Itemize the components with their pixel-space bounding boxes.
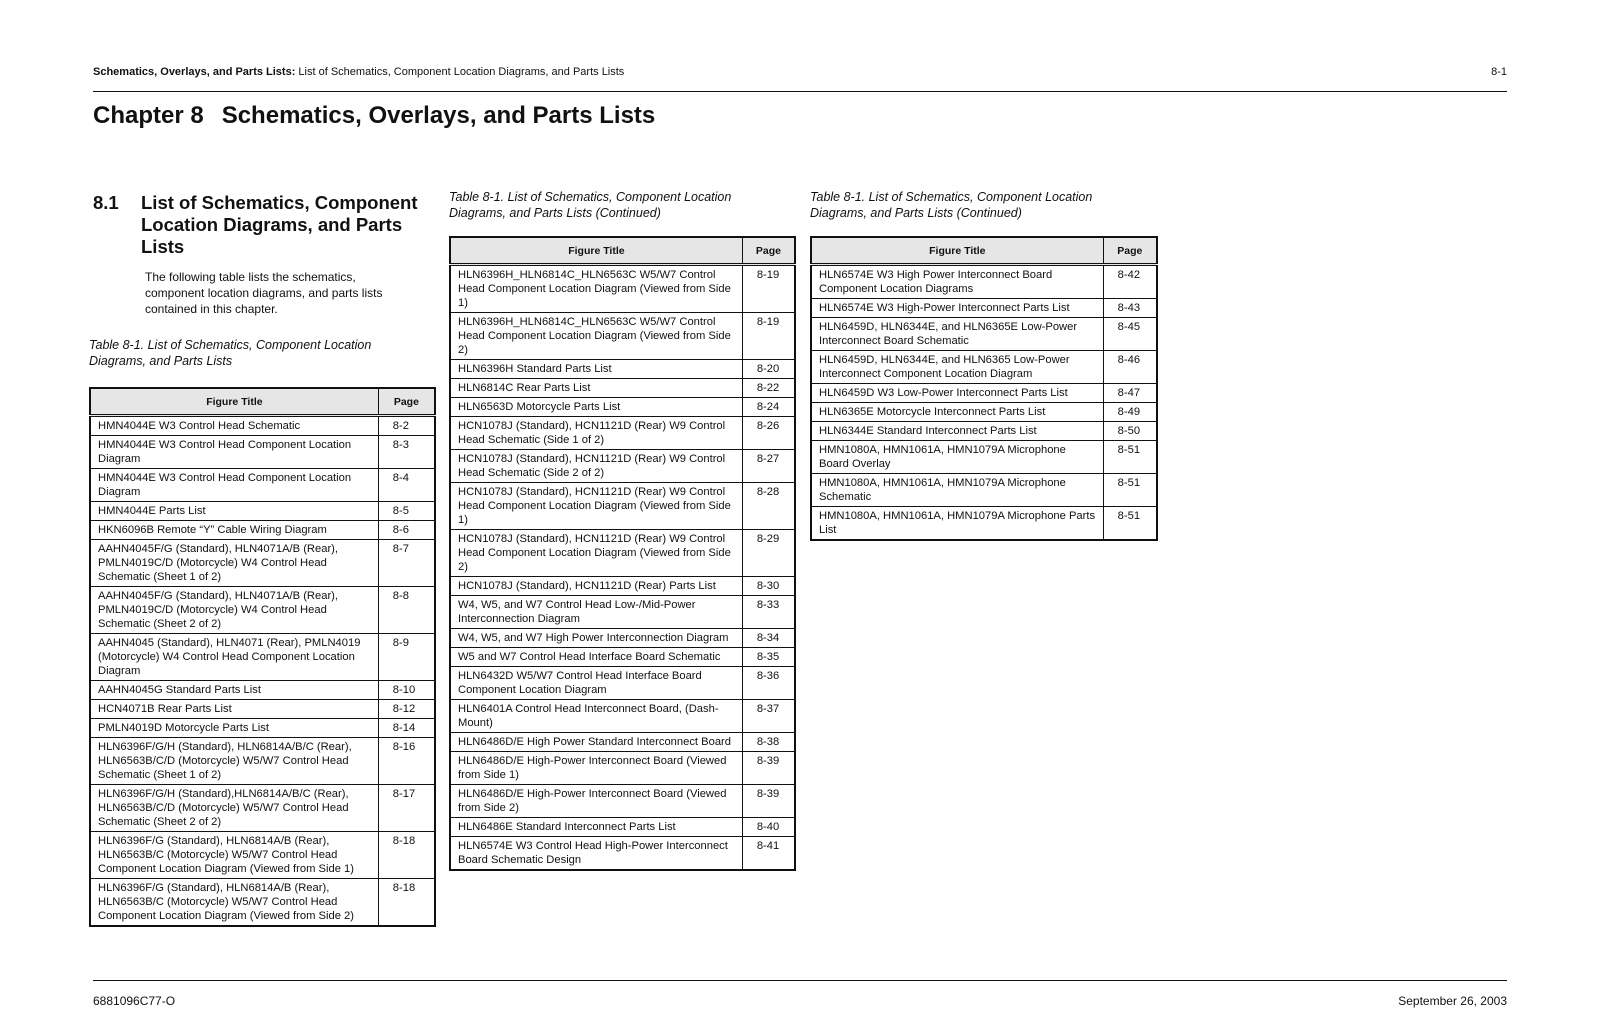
table-row: [90, 436, 435, 469]
column-header-page: Page: [1103, 237, 1157, 265]
table-row: [90, 502, 435, 521]
parts-table-1: [89, 387, 436, 927]
table-row: [450, 818, 795, 837]
running-header: [93, 66, 1507, 78]
figure-title-cell: HLN6365E Motorcycle Interconnect Parts List: [811, 403, 1103, 422]
table-row: [90, 540, 435, 587]
table-caption-3: Table 8-1. List of Schematics, Component Location Diagrams, and Parts Lists (Continued): [810, 190, 1093, 220]
figure-title-cell: W5 and W7 Control Head Interface Board Schematic: [450, 648, 742, 667]
table-row: [450, 450, 795, 483]
figure-title-cell: HMN4044E W3 Control Head Component Location Diagram: [90, 469, 378, 502]
page-cell: 8-39: [742, 785, 795, 818]
header-subsection: List of Schematics, Component Location Diagrams, and Parts Lists: [295, 66, 625, 78]
page-cell: 8-49: [1103, 403, 1157, 422]
page-cell: 8-12: [378, 700, 435, 719]
table-row: [811, 384, 1157, 403]
figure-title-cell: HLN6459D, HLN6344E, and HLN6365 Low-Power Interconnect Component Location Diagram: [811, 351, 1103, 384]
page-cell: 8-4: [378, 469, 435, 502]
table-row: [450, 700, 795, 733]
page-cell: 8-28: [742, 483, 795, 530]
table-row: [450, 577, 795, 596]
page-cell: 8-39: [742, 752, 795, 785]
page-cell: 8-35: [742, 648, 795, 667]
page-cell: 8-5: [378, 502, 435, 521]
table-row: [450, 417, 795, 450]
figure-title-cell: HLN6401A Control Head Interconnect Board, (Dash-Mount): [450, 700, 742, 733]
figure-title-cell: HLN6459D, HLN6344E, and HLN6365E Low-Power Interconnect Board Schematic: [811, 318, 1103, 351]
table-row: [90, 634, 435, 681]
page-cell: 8-27: [742, 450, 795, 483]
table-row: [811, 351, 1157, 384]
figure-title-cell: HCN1078J (Standard), HCN1121D (Rear) W9 Control Head Component Location Diagram (Viewed from Side 1): [450, 483, 742, 530]
page-cell: 8-24: [742, 398, 795, 417]
footer-date: September 26, 2003: [1398, 994, 1507, 1008]
figure-title-cell: HLN6486E Standard Interconnect Parts List: [450, 818, 742, 837]
page-cell: 8-51: [1103, 474, 1157, 507]
chapter-label: Chapter 8: [93, 102, 204, 129]
figure-title-cell: HMN1080A, HMN1061A, HMN1079A Microphone Board Overlay: [811, 441, 1103, 474]
figure-title-cell: HCN1078J (Standard), HCN1121D (Rear) W9 Control Head Schematic (Side 1 of 2): [450, 417, 742, 450]
figure-title-cell: HMN4044E W3 Control Head Component Location Diagram: [90, 436, 378, 469]
page-cell: 8-26: [742, 417, 795, 450]
figure-title-cell: HCN4071B Rear Parts List: [90, 700, 378, 719]
page-cell: 8-19: [742, 265, 795, 313]
page-cell: 8-29: [742, 530, 795, 577]
table-row: [450, 648, 795, 667]
figure-title-cell: HLN6459D W3 Low-Power Interconnect Parts List: [811, 384, 1103, 403]
figure-title-cell: HLN6396F/G (Standard), HLN6814A/B (Rear), HLN6563B/C (Motorcycle) W5/W7 Control Head Component Location Diagram (Viewed from Side 2): [90, 879, 378, 927]
column-header-figure-title: Figure Title: [811, 237, 1103, 265]
page-cell: 8-51: [1103, 441, 1157, 474]
table-caption-1: Table 8-1. List of Schematics, Component Location Diagrams, and Parts Lists: [89, 338, 372, 368]
page-cell: 8-8: [378, 587, 435, 634]
table-row: [90, 700, 435, 719]
table-row: [90, 832, 435, 879]
table-row: [450, 667, 795, 700]
page-cell: 8-37: [742, 700, 795, 733]
table-row: [811, 265, 1157, 299]
table-row: [90, 738, 435, 785]
table-row: [450, 596, 795, 629]
page-cell: 8-38: [742, 733, 795, 752]
header-section: Schematics, Overlays, and Parts Lists:: [93, 66, 296, 78]
page-cell: 8-45: [1103, 318, 1157, 351]
table-row: [811, 441, 1157, 474]
table-row: [450, 837, 795, 871]
table-row: [450, 629, 795, 648]
figure-title-cell: HCN1078J (Standard), HCN1121D (Rear) Parts List: [450, 577, 742, 596]
page-cell: 8-33: [742, 596, 795, 629]
figure-title-cell: HMN4044E Parts List: [90, 502, 378, 521]
figure-title-cell: HLN6563D Motorcycle Parts List: [450, 398, 742, 417]
figure-title-cell: W4, W5, and W7 High Power Interconnection Diagram: [450, 629, 742, 648]
header-page-number: 8-1: [1491, 66, 1507, 78]
figure-title-cell: HLN6396H_HLN6814C_HLN6563C W5/W7 Control Head Component Location Diagram (Viewed from Side 1): [450, 265, 742, 313]
page-cell: 8-6: [378, 521, 435, 540]
figure-title-cell: HLN6574E W3 High-Power Interconnect Parts List: [811, 299, 1103, 318]
page-cell: 8-18: [378, 879, 435, 927]
table-row: [90, 469, 435, 502]
figure-title-cell: HLN6574E W3 High Power Interconnect Board Component Location Diagrams: [811, 265, 1103, 299]
page-cell: 8-22: [742, 379, 795, 398]
figure-title-cell: HLN6396H Standard Parts List: [450, 360, 742, 379]
header-rule: [93, 91, 1507, 92]
page-cell: 8-50: [1103, 422, 1157, 441]
footer-rule: [93, 980, 1507, 981]
table-row: [450, 752, 795, 785]
table-row: [811, 403, 1157, 422]
figure-title-cell: HLN6486D/E High-Power Interconnect Board (Viewed from Side 2): [450, 785, 742, 818]
table-row: [450, 379, 795, 398]
figure-title-cell: HKN6096B Remote “Y” Cable Wiring Diagram: [90, 521, 378, 540]
figure-title-cell: HLN6486D/E High-Power Interconnect Board (Viewed from Side 1): [450, 752, 742, 785]
table-row: [811, 422, 1157, 441]
figure-title-cell: AAHN4045F/G (Standard), HLN4071A/B (Rear), PMLN4019C/D (Motorcycle) W4 Control Head Schematic (Sheet 2 of 2): [90, 587, 378, 634]
figure-title-cell: PMLN4019D Motorcycle Parts List: [90, 719, 378, 738]
page-cell: 8-34: [742, 629, 795, 648]
table-row: [450, 360, 795, 379]
figure-title-cell: HMN1080A, HMN1061A, HMN1079A Microphone Schematic: [811, 474, 1103, 507]
table-row: [811, 318, 1157, 351]
table-row: [90, 879, 435, 927]
table-row: [90, 719, 435, 738]
section-heading: [93, 192, 428, 258]
figure-title-cell: HCN1078J (Standard), HCN1121D (Rear) W9 Control Head Schematic (Side 2 of 2): [450, 450, 742, 483]
page-cell: 8-17: [378, 785, 435, 832]
figure-title-cell: HLN6432D W5/W7 Control Head Interface Board Component Location Diagram: [450, 667, 742, 700]
table-caption-2: Table 8-1. List of Schematics, Component Location Diagrams, and Parts Lists (Continued): [449, 190, 732, 220]
column-header-page: Page: [378, 388, 435, 416]
table-row: [450, 313, 795, 360]
chapter-name: Schematics, Overlays, and Parts Lists: [221, 102, 656, 129]
figure-title-cell: HLN6396F/G (Standard), HLN6814A/B (Rear), HLN6563B/C (Motorcycle) W5/W7 Control Head Component Location Diagram (Viewed from Side 1): [90, 832, 378, 879]
table-row: [450, 733, 795, 752]
page-cell: 8-30: [742, 577, 795, 596]
figure-title-cell: HLN6814C Rear Parts List: [450, 379, 742, 398]
figure-title-cell: HLN6396H_HLN6814C_HLN6563C W5/W7 Control Head Component Location Diagram (Viewed from Side 2): [450, 313, 742, 360]
page-cell: 8-47: [1103, 384, 1157, 403]
footer-doc-number: 6881096C77-O: [93, 994, 176, 1008]
figure-title-cell: HLN6344E Standard Interconnect Parts List: [811, 422, 1103, 441]
page-cell: 8-2: [378, 416, 435, 436]
figure-title-cell: HLN6486D/E High Power Standard Interconnect Board: [450, 733, 742, 752]
page-cell: 8-46: [1103, 351, 1157, 384]
figure-title-cell: HCN1078J (Standard), HCN1121D (Rear) W9 Control Head Component Location Diagram (Viewed from Side 2): [450, 530, 742, 577]
page-cell: 8-42: [1103, 265, 1157, 299]
figure-title-cell: HLN6396F/G/H (Standard), HLN6814A/B/C (Rear), HLN6563B/C/D (Motorcycle) W5/W7 Control Head Schematic (Sheet 1 of 2): [90, 738, 378, 785]
page-cell: 8-41: [742, 837, 795, 871]
table-row: [450, 530, 795, 577]
table-row: [811, 299, 1157, 318]
table-row: [811, 474, 1157, 507]
column-header-figure-title: Figure Title: [450, 237, 742, 265]
page-cell: 8-9: [378, 634, 435, 681]
parts-table-3: [810, 236, 1158, 541]
page-cell: 8-51: [1103, 507, 1157, 541]
table-row: [90, 416, 435, 436]
page-cell: 8-40: [742, 818, 795, 837]
section-number: 8.1: [93, 192, 119, 213]
page-cell: 8-7: [378, 540, 435, 587]
page-cell: 8-16: [378, 738, 435, 785]
page-cell: 8-20: [742, 360, 795, 379]
figure-title-cell: HMN1080A, HMN1061A, HMN1079A Microphone Parts List: [811, 507, 1103, 541]
parts-table-2: [449, 236, 796, 871]
section-intro: The following table lists the schematics, component location diagrams, and parts lists contained in this chapter.: [145, 270, 383, 316]
table-row: [450, 483, 795, 530]
figure-title-cell: AAHN4045 (Standard), HLN4071 (Rear), PMLN4019 (Motorcycle) W4 Control Head Component Location Diagram: [90, 634, 378, 681]
page-cell: 8-18: [378, 832, 435, 879]
table-row: [90, 587, 435, 634]
page-cell: 8-10: [378, 681, 435, 700]
figure-title-cell: HLN6574E W3 Control Head High-Power Interconnect Board Schematic Design: [450, 837, 742, 871]
figure-title-cell: HMN4044E W3 Control Head Schematic: [90, 416, 378, 436]
table-row: [450, 398, 795, 417]
page-cell: 8-43: [1103, 299, 1157, 318]
page-cell: 8-3: [378, 436, 435, 469]
column-header-page: Page: [742, 237, 795, 265]
page-cell: 8-36: [742, 667, 795, 700]
figure-title-cell: HLN6396F/G/H (Standard),HLN6814A/B/C (Rear), HLN6563B/C/D (Motorcycle) W5/W7 Control Head Schematic (Sheet 2 of 2): [90, 785, 378, 832]
chapter-title: [93, 102, 993, 130]
column-header-figure-title: Figure Title: [90, 388, 378, 416]
page-cell: 8-14: [378, 719, 435, 738]
table-row: [90, 681, 435, 700]
table-row: [450, 785, 795, 818]
table-row: [90, 785, 435, 832]
figure-title-cell: AAHN4045G Standard Parts List: [90, 681, 378, 700]
table-row: [90, 521, 435, 540]
figure-title-cell: W4, W5, and W7 Control Head Low-/Mid-Power Interconnection Diagram: [450, 596, 742, 629]
section-title: List of Schematics, Component Location Diagrams, and Parts Lists: [141, 192, 418, 257]
table-row: [811, 507, 1157, 541]
figure-title-cell: AAHN4045F/G (Standard), HLN4071A/B (Rear), PMLN4019C/D (Motorcycle) W4 Control Head Schematic (Sheet 1 of 2): [90, 540, 378, 587]
table-row: [450, 265, 795, 313]
page-cell: 8-19: [742, 313, 795, 360]
